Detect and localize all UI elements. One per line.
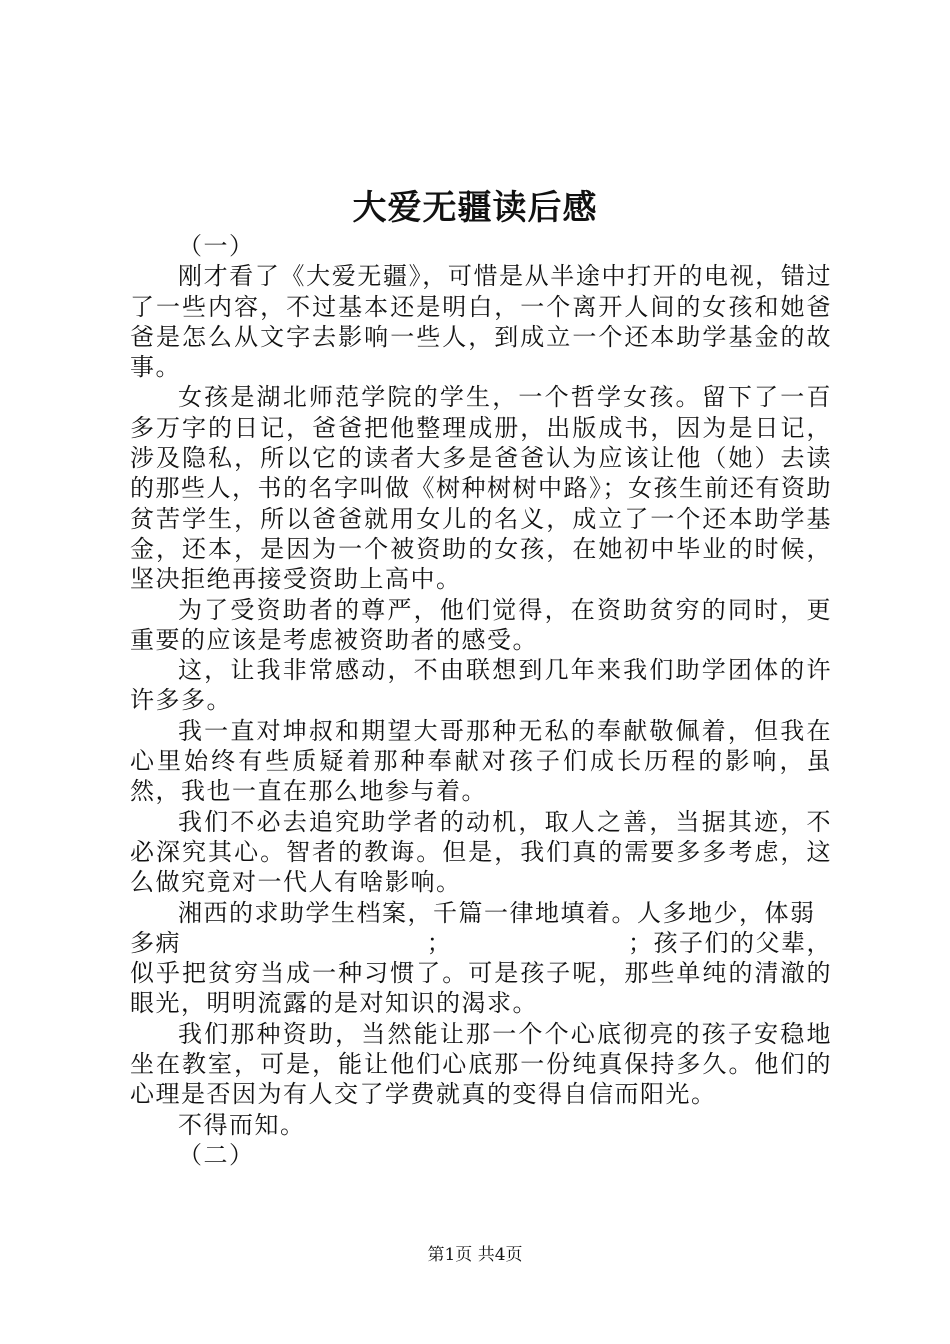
paragraph-3: 为了受资助者的尊严，他们觉得，在资助贫穷的同时，更重要的应该是考虑被资助者的感受。 xyxy=(130,595,832,654)
paragraph-last: 我们那种资助，当然能让那一个个心底彻亮的孩子安稳地坐在教室，可是，能让他们心底那一份纯真保持多久。他们的心理是否因为有人交了学费就真的变得自信而阳光。 xyxy=(130,1019,832,1109)
section-label-1: （一） xyxy=(178,232,255,260)
document-title: 大爱无疆读后感 xyxy=(352,188,598,228)
document-body xyxy=(130,231,832,1170)
paragraph-6: 我们不必去追究助学者的动机，取人之善，当据其迹，不必深究其心。智者的教诲。但是，我们真的需要多多考虑，这么做究竟对一代人有啥影响。 xyxy=(130,807,832,897)
paragraph-xiangxi-first-line: 湘西的求助学生档案，千篇一律地填着。人多地少，体弱 xyxy=(178,898,816,927)
gap-mid-text: ； xyxy=(426,928,453,957)
paragraph-xiangxi xyxy=(130,898,832,1019)
paragraph-1: 刚才看了《大爱无疆》，可惜是从半途中打开的电视，错过了一些内容，不过基本还是明白，一个离开人间的女孩和她爸爸是怎么从文字去影响一些人，到成立一个还本助学基金的故事。 xyxy=(130,262,832,382)
paragraph-4: 这，让我非常感动，不由联想到几年来我们助学团体的许许多多。 xyxy=(130,656,832,715)
paragraph-xiangxi-gap-line xyxy=(130,928,832,958)
section-label-2: （二） xyxy=(178,1140,255,1169)
paragraph-5: 我一直对坤叔和期望大哥那种无私的奉献敬佩着，但我在心里始终有些质疑着那种奉献对孩子们成长历程的影响，虽然，我也一直在那么地参与着。 xyxy=(130,716,832,806)
gap-left-text: 多病 xyxy=(130,928,181,957)
page-footer: 第1页 共4页 xyxy=(427,1245,523,1265)
paragraph-2: 女孩是湖北师范学院的学生，一个哲学女孩。留下了一百多万字的日记，爸爸把他整理成册，出版成书，因为是日记，涉及隐私，所以它的读者大多是爸爸认为应该让他（她）去读的那些人，书的名字叫做《树种树树中路》；女孩生前还有资助贫苦学生，所以爸爸就用女儿的名义，成立了一个还本助学基金，还本，是因为一个被资助的女孩，在她初中毕业的时候，坚决拒绝再接受资助上高中。 xyxy=(130,383,832,594)
gap-right-text: ；孩子们的父辈， xyxy=(628,928,832,957)
paragraph-xiangxi-rest: 似乎把贫穷当成一种习惯了。可是孩子呢，那些单纯的清澈的眼光，明明流露的是对知识的渴求。 xyxy=(130,959,832,1018)
paragraph-closing: 不得而知。 xyxy=(178,1110,306,1139)
